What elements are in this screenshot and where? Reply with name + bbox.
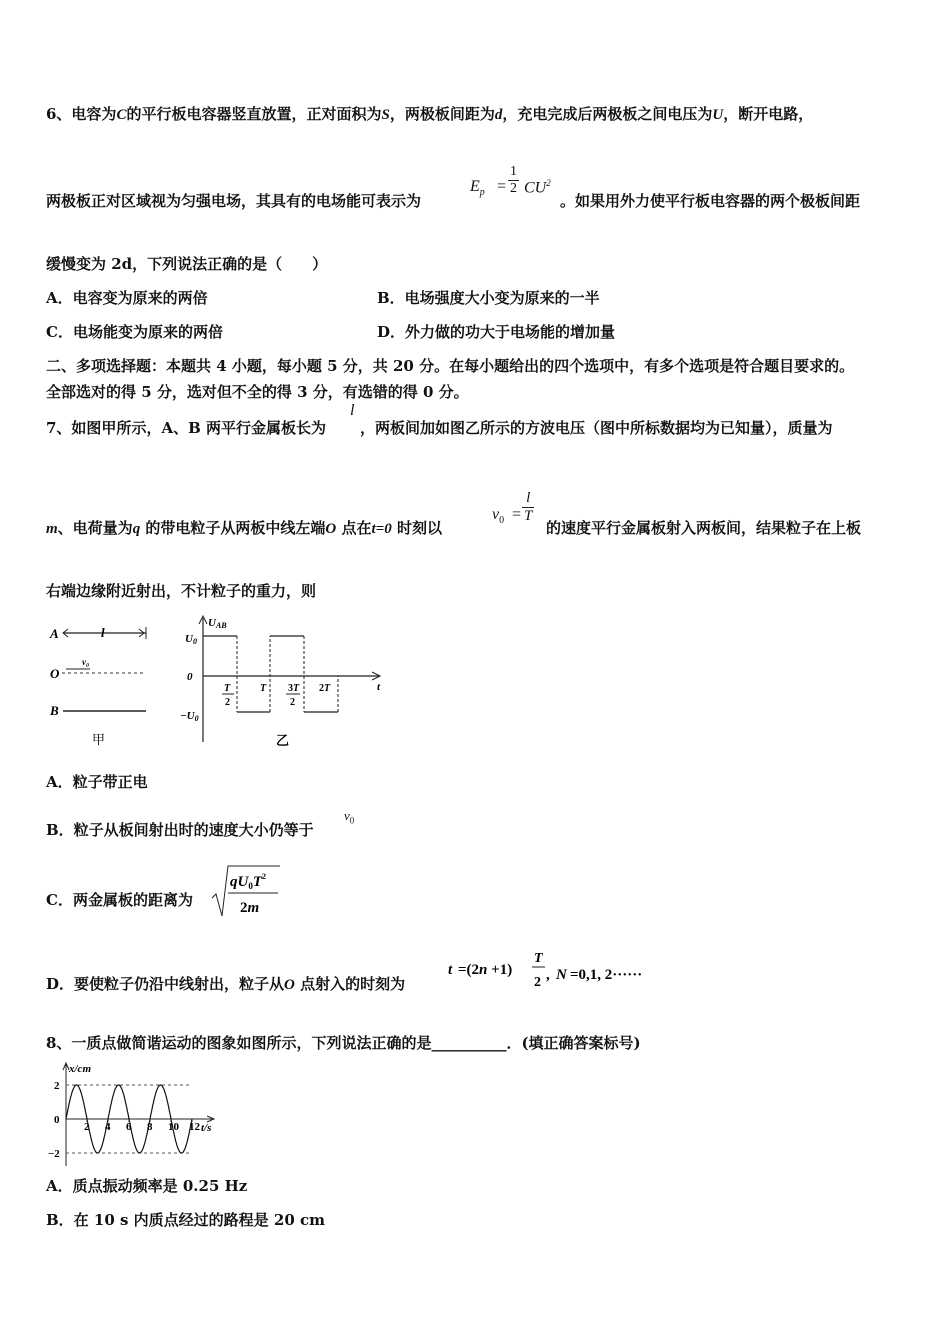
svg-text:v₀: v₀ (82, 657, 90, 667)
svg-text:l: l (101, 625, 105, 640)
ytick-2: 2 (54, 1080, 60, 1092)
q6-option-c: C．电场能变为原来的两倍 (46, 323, 223, 341)
q8-line1: 8、一质点做简谐运动的图象如图所示，下列说法正确的是__________．(填正确答案标号) (46, 1034, 641, 1052)
time-formula (448, 946, 678, 996)
graph-ylabel: x/cm (69, 1063, 91, 1075)
q8-option-b: B．在 10 s 内质点经过的路程是 20 cm (46, 1211, 325, 1229)
svg-text:T: T (260, 683, 267, 694)
figure-yi-label: 乙 (276, 733, 290, 748)
v0-symbol: $v_0$ (344, 808, 355, 826)
length-l-symbol: l (350, 402, 355, 419)
q7-line1-pre: 7、如图甲所示，A、B 两平行金属板长为 (46, 419, 326, 437)
graph-xticks (84, 1119, 201, 1133)
q6-line2-pre: 两极板正对区域视为匀强电场，其具有的电场能可表示为 (46, 192, 422, 210)
xtick-label: 8 (147, 1121, 153, 1133)
svg-text:=0,1, 2······: =0,1, 2······ (570, 967, 643, 983)
q8-option-a: A．质点振动频率是 0.25 Hz (46, 1177, 248, 1195)
q7-option-d: D．要使粒子仍沿中线射出，粒子从O 点射入的时刻为 (46, 975, 406, 993)
section2-line1: 二、多项选择题：本题共 4 小题，每小题 5 分，共 20 分。在每小题给出的四个选项中，有多个选项是符合题目要求的。 (46, 357, 855, 375)
svg-text:2T: 2T (319, 683, 331, 694)
svg-text:t: t (448, 962, 453, 978)
svg-text:2: 2 (534, 975, 541, 990)
q7-option-c: C．两金属板的距离为 (46, 891, 193, 909)
q6-option-a: A．电容变为原来的两倍 (46, 289, 208, 307)
svg-text:N: N (556, 967, 567, 983)
figure-jia (46, 618, 166, 748)
figure-yi (180, 612, 390, 752)
xtick-label: 10 (168, 1121, 179, 1133)
distance-formula (210, 862, 290, 920)
xtick-label: 6 (126, 1121, 132, 1133)
q7-line1-post: ，两板间加如图乙所示的方波电压（图中所标数据均为已知量），质量为 (360, 419, 833, 437)
svg-text:3T: 3T (288, 683, 300, 694)
svg-text:0: 0 (187, 671, 193, 683)
q7-line3: 右端边缘附近射出，不计粒子的重力，则 (46, 582, 317, 600)
svg-text:U0: U0 (185, 633, 197, 646)
svg-text:B: B (50, 703, 59, 718)
xtick-label: 4 (105, 1121, 111, 1133)
q6-line2-post: 。如果用外力使平行板电容器的两个极板间距 (560, 192, 861, 210)
svg-text:−U0: −U0 (180, 710, 199, 723)
svg-text:2: 2 (290, 697, 295, 708)
svg-text:,: , (546, 967, 550, 983)
q7-option-a: A．粒子带正电 (46, 773, 148, 791)
ytick-neg2: −2 (48, 1148, 60, 1160)
xtick-label: 12 (189, 1121, 200, 1133)
svg-text:A: A (50, 626, 59, 641)
graph-yticks (48, 1080, 60, 1160)
q7-line2-post: 的速度平行金属板射入两板间，结果粒子在上板 (546, 519, 862, 537)
q6-option-b: B．电场强度大小变为原来的一半 (377, 289, 600, 307)
section2-line2: 全部选对的得 5 分，选对但不全的得 3 分，有选错的得 0 分。 (46, 383, 469, 401)
svg-text:2: 2 (225, 697, 230, 708)
svg-text:T: T (224, 683, 231, 694)
svg-text:t: t (377, 681, 381, 693)
xtick-label: 2 (84, 1121, 90, 1133)
svg-text:T: T (534, 951, 543, 966)
q6-option-d: D．外力做的功大于电场能的增加量 (377, 323, 616, 341)
ytick-0: 0 (54, 1114, 60, 1126)
figure-jia-label: 甲 (92, 732, 106, 747)
graph-xlabel: t/s (201, 1122, 212, 1134)
q6-line3: 缓慢变为 2d，下列说法正确的是（ ） (46, 255, 328, 273)
svg-text:2m: 2m (240, 900, 260, 916)
q7-line2-pre: m、电荷量为q 的带电粒子从两板中线左端O 点在t=0 时刻以 (46, 519, 442, 537)
svg-text:UAB: UAB (208, 617, 227, 630)
q6-line1: 6、电容为C的平行板电容器竖直放置，正对面积为S，两极板间距为d，充电完成后两极板之间电压为U，断开电路， (46, 105, 814, 123)
svg-text:O: O (50, 666, 60, 681)
svg-text:=(2n +1): =(2n +1) (458, 962, 513, 978)
svg-text:qU0T2: $qU_0T^2$ (230, 872, 267, 891)
q7-option-b: B．粒子从板间射出时的速度大小仍等于 (46, 821, 314, 839)
q8-graph (46, 1058, 226, 1168)
